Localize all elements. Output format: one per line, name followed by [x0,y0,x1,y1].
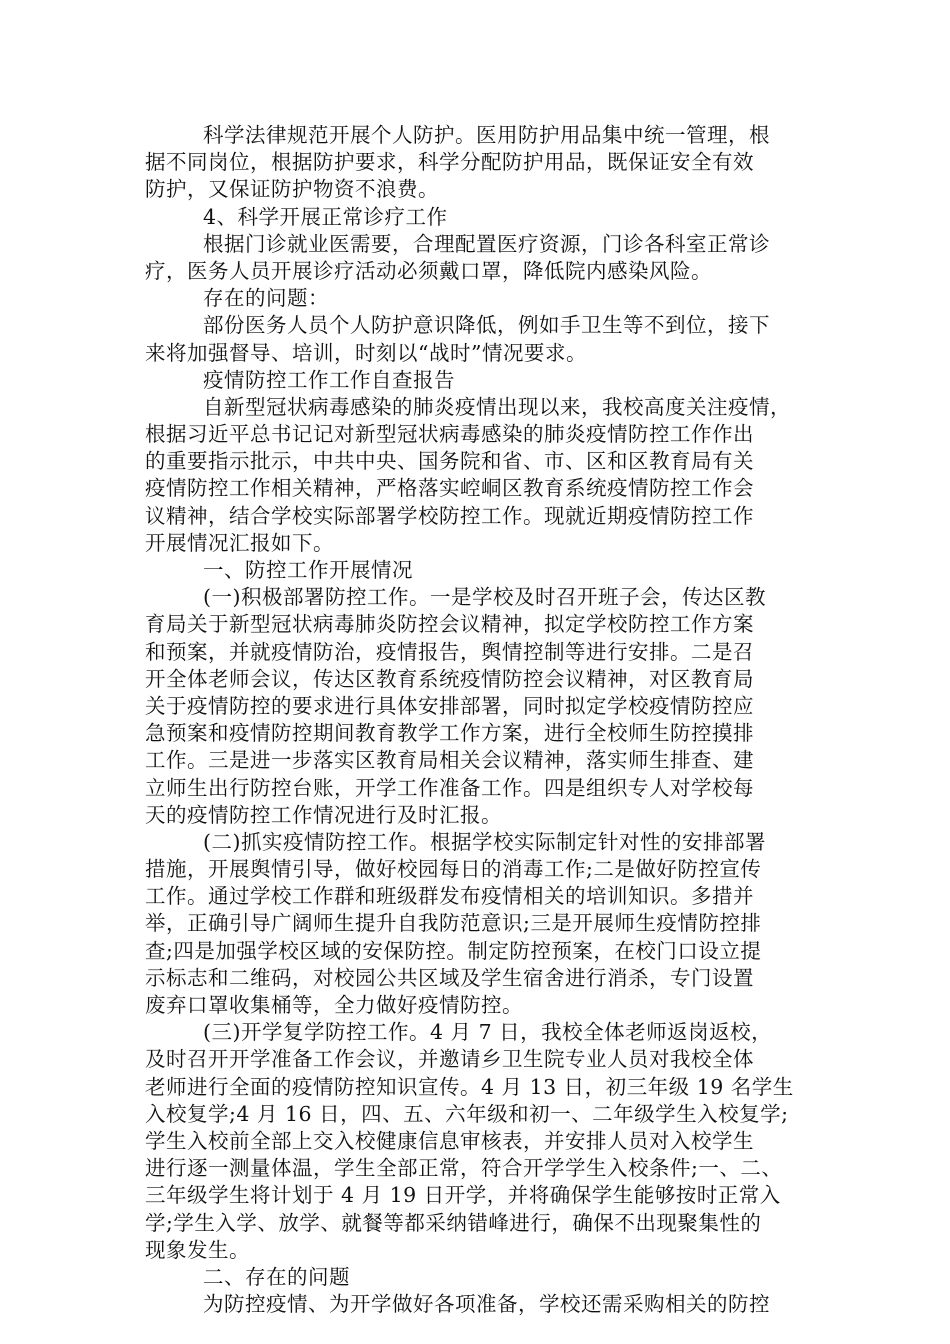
text-line: 及时召开开学准备工作会议，并邀请乡卫生院专业人员对我校全体 [145,1047,754,1072]
text-line: 根据门诊就业医需要，合理配置医疗资源，门诊各科室正常诊 [203,231,770,256]
text-line: 老师进行全面的疫情防控知识宣传。4 月 13 日，初三年级 19 名学生 [145,1074,794,1099]
text-line: 急预案和疫情防控期间教育教学工作方案，进行全校师生防控摸排 [145,721,754,746]
text-line: 三年级学生将计划于 4 月 19 日开学，并将确保学生能够按时正常入 [145,1183,781,1208]
text-line: 部份医务人员个人防护意识降低，例如手卫生等不到位，接下 [203,313,770,338]
text-line: 科学法律规范开展个人防护。医用防护用品集中统一管理，根 [203,123,770,147]
text-line: 疗，医务人员开展诊疗活动必须戴口罩，降低院内感染风险。 [145,258,712,283]
document-body [145,122,813,1318]
text-line: 根据习近平总书记记对新型冠状病毒感染的肺炎疫情防控工作作出 [145,422,754,447]
text-line: 二、存在的问题 [203,1264,350,1289]
text-line: 示标志和二维码，对校园公共区域及学生宿舍进行消杀，专门设置 [145,965,754,990]
text-line: (三)开学复学防控工作。4 月 7 日，我校全体老师返岗返校， [203,1020,773,1045]
text-line: 一、防控工作开展情况 [203,558,413,582]
text-line: 开展情况汇报如下。 [145,530,334,555]
text-line: 学生入校前全部上交入校健康信息审核表，并安排人员对入校学生 [145,1128,754,1153]
text-line: 开全体老师会议，传达区教育系统疫情防控会议精神，对区教育局 [145,666,754,691]
text-line: 工作。通过学校工作群和班级群发布疫情相关的培训知识。多措并 [145,884,754,909]
text-line: 立师生出行防控台账，开学工作准备工作。四是组织专人对学校每 [145,775,754,800]
text-line: 废弃口罩收集桶等，全力做好疫情防控。 [145,993,523,1017]
text-line: 防护，又保证防护物资不浪费。 [145,177,439,202]
text-line: 学;学生入学、放学、就餐等都采纳错峰进行，确保不出现聚集性的 [145,1210,762,1235]
text-line: 举，正确引导广阔师生提升自我防范意识;三是开展师生疫情防控排 [145,911,762,936]
text-line: 的重要指示批示，中共中央、国务院和省、市、区和区教育局有关 [145,449,754,474]
text-line: 存在的问题： [203,286,329,311]
text-line: 查;四是加强学校区域的安保防控。制定防控预案，在校门口设立提 [145,938,762,963]
text-line: 工作。三是进一步落实区教育局相关会议精神，落实师生排查、建 [145,748,754,773]
text-line: 天的疫情防控工作情况进行及时汇报。 [145,802,502,827]
text-line: 措施，开展舆情引导，做好校园每日的消毒工作;二是做好防控宣传 [145,857,762,882]
text-line: 关于疫情防控的要求进行具体安排部署，同时拟定学校疫情防控应 [145,693,754,718]
text-line: 4、科学开展正常诊疗工作 [203,204,448,229]
text-line: 入校复学;4 月 16 日，四、五、六年级和初一、二年级学生入校复学; [145,1101,789,1126]
text-line: 据不同岗位，根据防护要求，科学分配防护用品，既保证安全有效 [145,150,754,175]
text-line: 自新型冠状病毒感染的肺炎疫情出现以来，我校高度关注疫情， [203,394,791,419]
text-line: 疫情防控工作相关精神，严格落实崆峒区教育系统疫情防控工作会 [145,476,754,501]
text-line: 进行逐一测量体温，学生全部正常，符合开学学生入校条件;一、二、 [145,1156,783,1181]
text-line: (一)积极部署防控工作。一是学校及时召开班子会，传达区教 [203,585,766,610]
text-line: 疫情防控工作工作自查报告 [203,367,455,392]
text-line: (二)抓实疫情防控工作。根据学校实际制定针对性的安排部署 [203,829,766,854]
text-line: 为防控疫情、为开学做好各项准备，学校还需采购相关的防控 [203,1292,770,1317]
text-line: 来将加强督导、培训，时刻以“战时”情况要求。 [145,340,587,365]
text-line: 和预案，并就疫情防治，疫情报告，舆情控制等进行安排。二是召 [145,639,754,664]
text-line: 现象发生。 [145,1237,250,1262]
text-line: 议精神，结合学校实际部署学校防控工作。现就近期疫情防控工作 [145,503,754,528]
text-line: 育局关于新型冠状病毒肺炎防控会议精神，拟定学校防控工作方案 [145,612,754,637]
